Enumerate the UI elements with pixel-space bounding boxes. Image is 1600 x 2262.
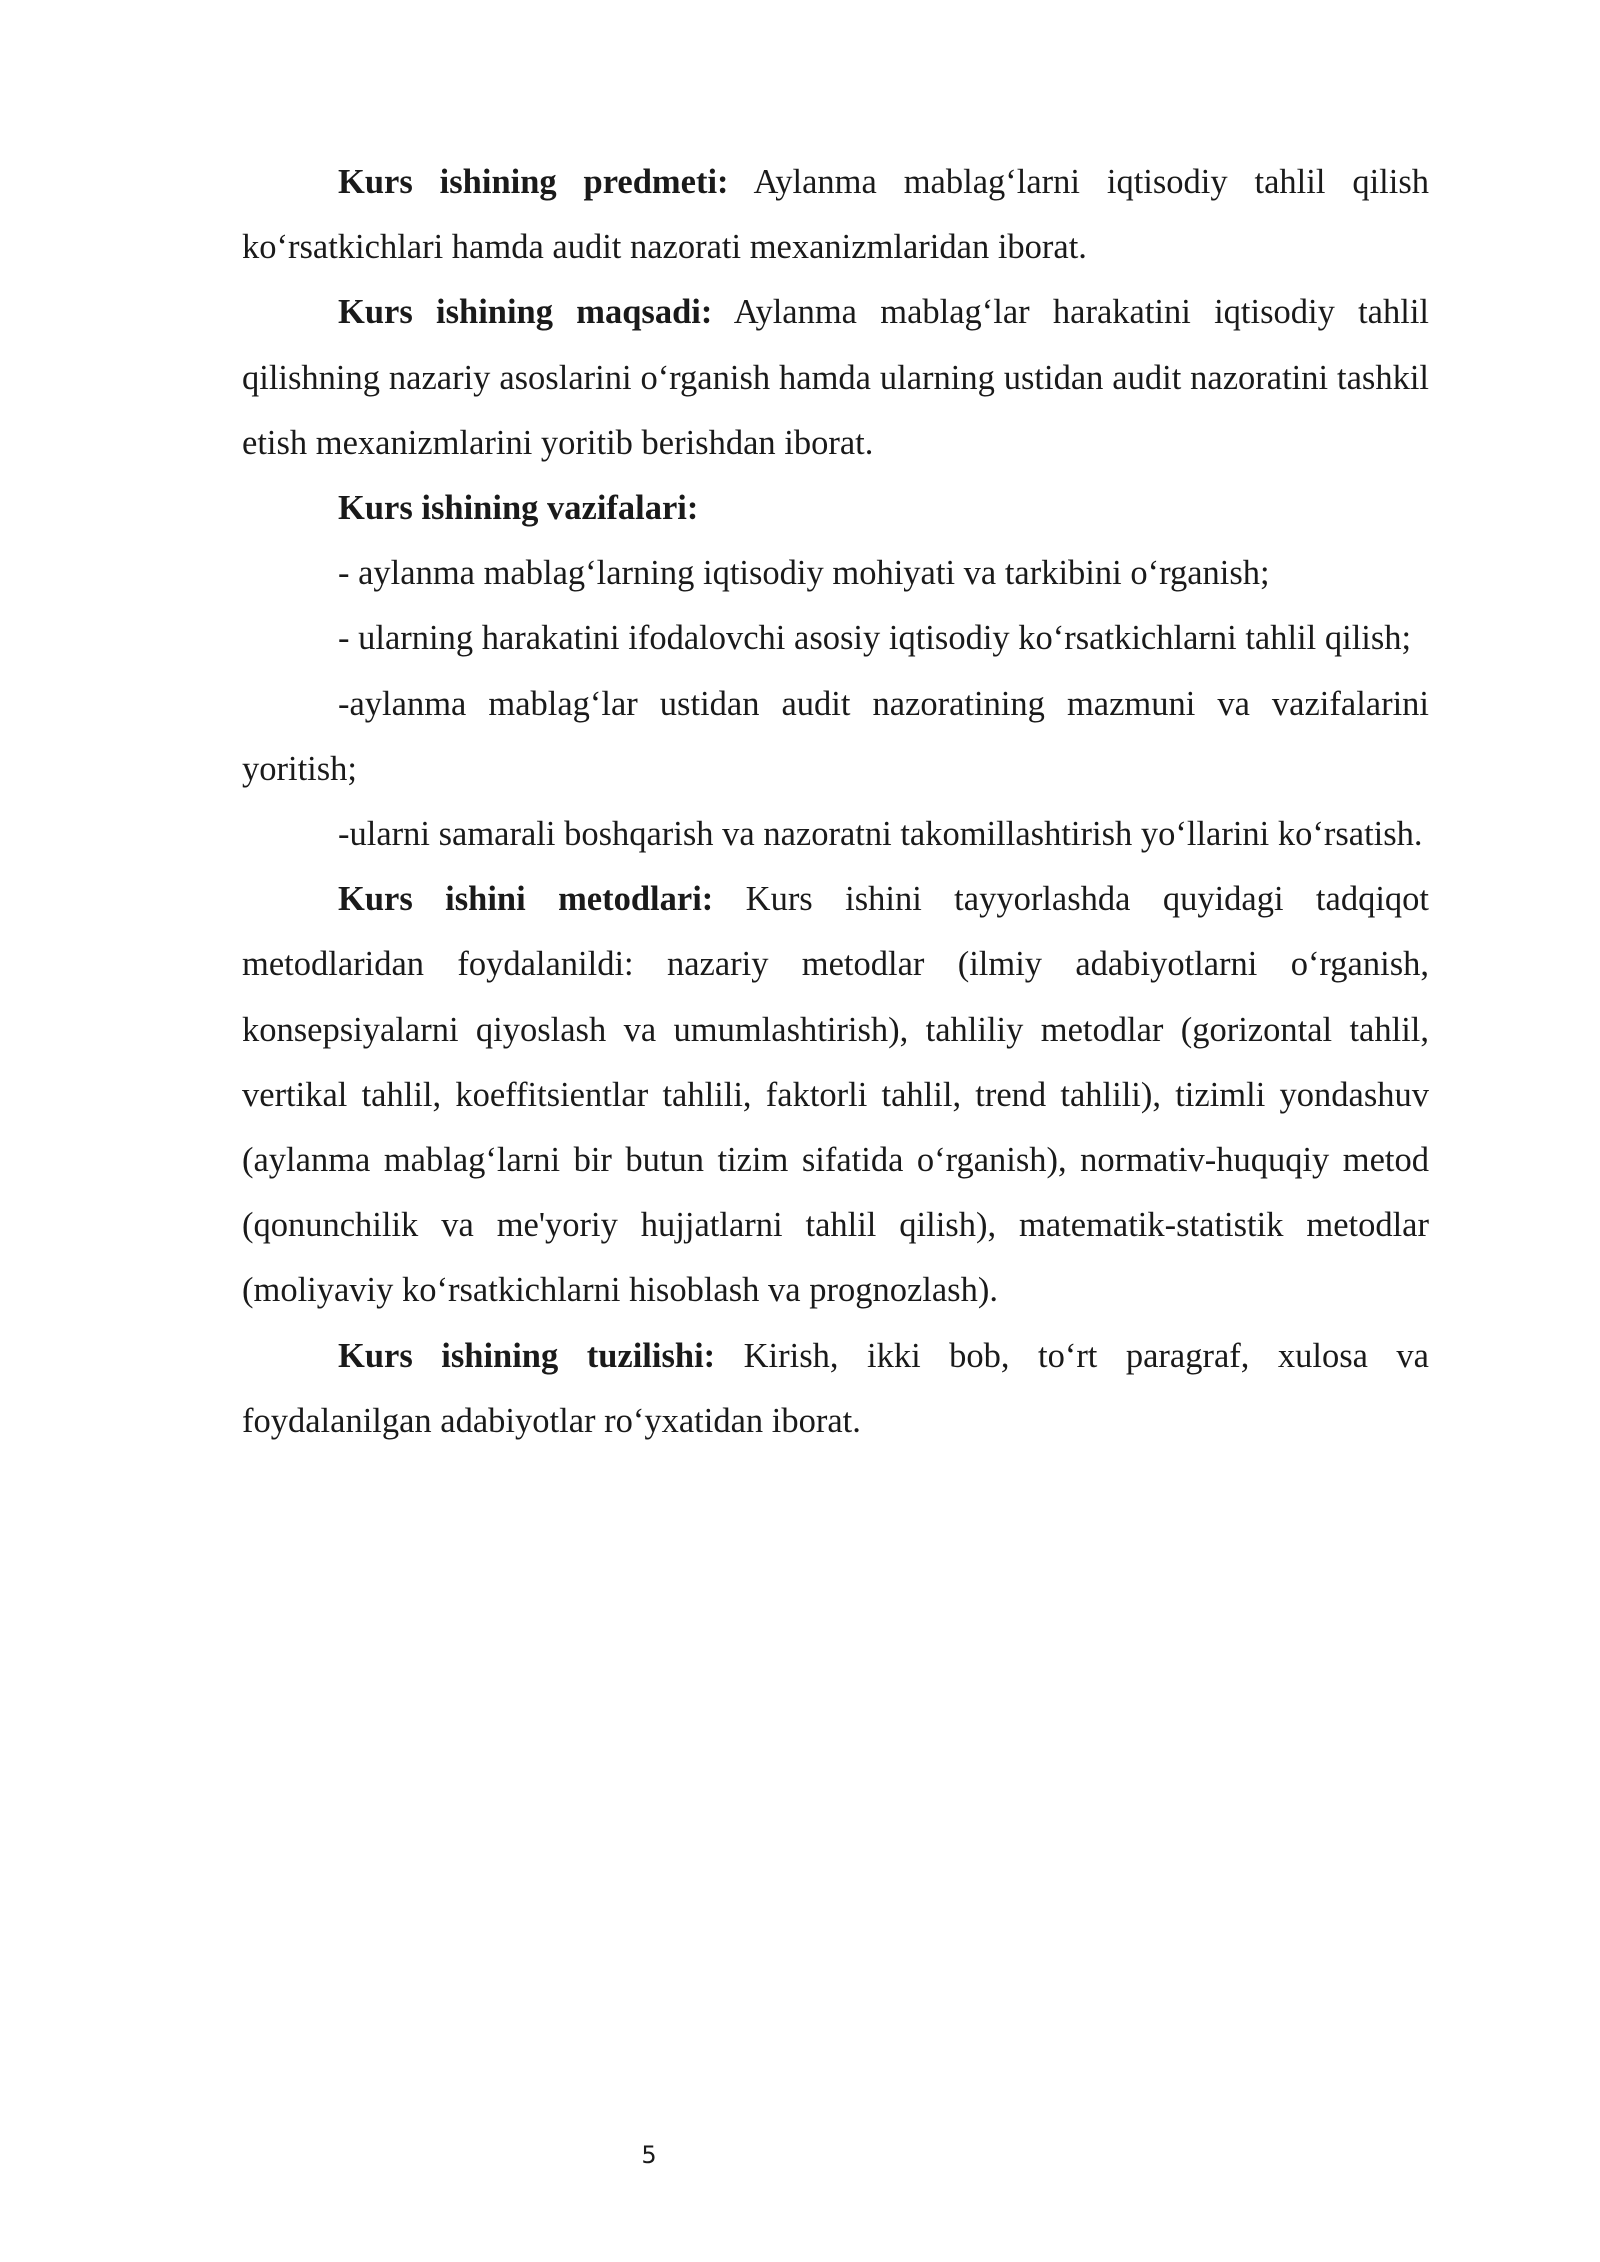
paragraph-label: Kurs ishining predmeti: (338, 163, 729, 201)
paragraph-label: Kurs ishining tuzilishi: (338, 1336, 716, 1375)
list-item-text: - aylanma mablag‘larning iqtisodiy mohiyati va tarkibini o‘rganish; (338, 554, 1270, 593)
list-item (242, 802, 1429, 867)
paragraph-structure (242, 1324, 1429, 1454)
paragraph-label: Kurs ishini metodlari: (338, 880, 714, 919)
list-item (242, 672, 1429, 802)
paragraph-methods (242, 867, 1429, 1323)
paragraph-label: Kurs ishining maqsadi: (338, 293, 713, 332)
paragraph-text: Kirish, ikki bob, to‘rt paragraf, xulosa va foydalanilgan adabiyotlar ro‘yxatidan iborat. (242, 1336, 1429, 1440)
body-text (242, 150, 1429, 1454)
paragraph-text: Aylanma mablag‘larni iqtisodiy tahlil qilish ko‘rsatkichlari hamda audit nazorati mexanizmlaridan iborat. (242, 163, 1430, 267)
paragraph-subject (242, 150, 1429, 280)
list-item-text: -ularni samarali boshqarish va nazoratni takomillashtirish yo‘llarini ko‘rsatish. (338, 815, 1423, 854)
list-item (242, 541, 1429, 606)
list-item-text: -aylanma mablag‘lar ustidan audit nazoratining mazmuni va vazifalarini yoritish; (242, 684, 1429, 788)
page-number: 5 (641, 2141, 657, 2169)
paragraph-goal (242, 280, 1429, 476)
paragraph-label: Kurs ishining vazifalari: (338, 489, 699, 528)
list-item (242, 606, 1429, 671)
list-item-text: - ularning harakatini ifodalovchi asosiy iqtisodiy ko‘rsatkichlarni tahlil qilish; (338, 619, 1412, 658)
paragraph-text: Kurs ishini tayyorlashda quyidagi tadqiqot metodlaridan foydalanildi: nazariy metodlar (ilmiy adabiyotlarni o‘rganish, konsepsiyalarni qiyoslash va umumlashtirish), tahliliy metodlar (gorizontal tahlil, vertikal tahlil, koeffitsientlar tahlili, faktorli tahlil, trend tahlili), tizimli yondashuv (aylanma mablag‘larni bir butun tizim sifatida o‘rganish), normativ-huquqiy metod (qonunchilik va me'yoriy hujjatlarni tahlil qilish), matematik-statistik metodlar (moliyaviy ko‘rsatkichlarni hisoblash va prognozlash). (242, 880, 1429, 1310)
paragraph-text: Aylanma mablag‘lar harakatini iqtisodiy tahlil qilishning nazariy asoslarini o‘rganish hamda ularning ustidan audit nazoratini tashkil etish mexanizmlarini yoritib berishdan iborat. (242, 293, 1429, 462)
paragraph-tasks-heading (242, 476, 1429, 541)
